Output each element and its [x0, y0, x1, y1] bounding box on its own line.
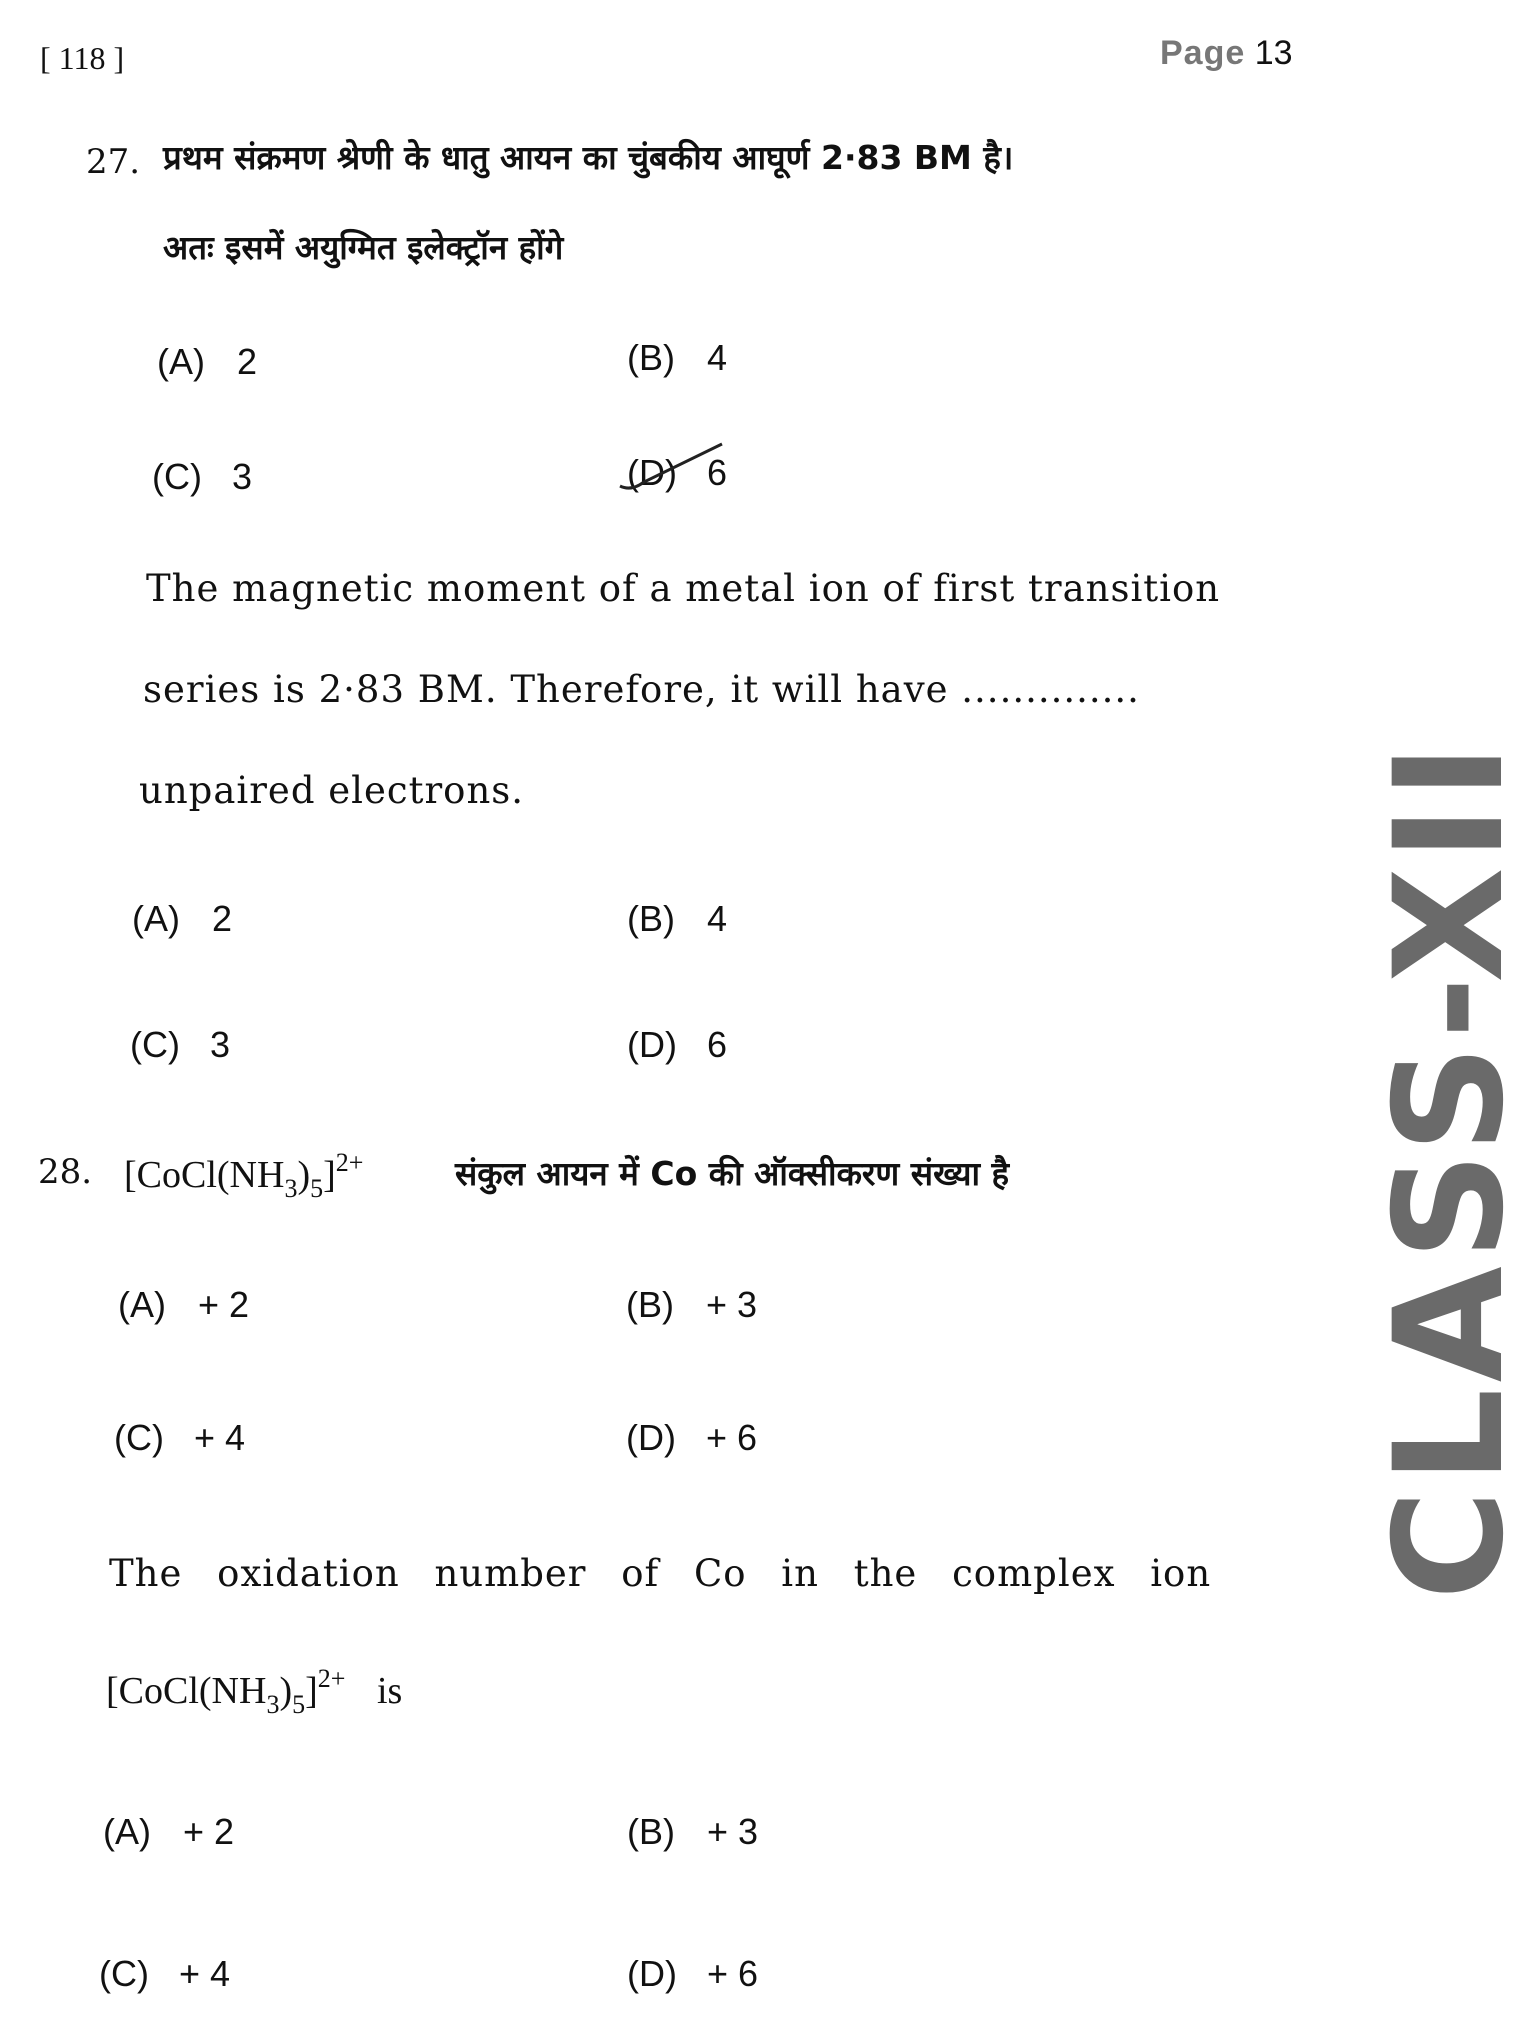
option-value: 2 [212, 898, 233, 939]
option-value: + 6 [706, 1417, 758, 1458]
option-value: 6 [707, 452, 728, 493]
answer-tick-mark [618, 438, 728, 498]
q27-hindi-option-a [157, 341, 257, 383]
page-label-number: 13 [1254, 34, 1293, 72]
option-label: (B) [627, 337, 675, 378]
option-value: 3 [232, 456, 253, 497]
q27-english-option-b [627, 898, 727, 940]
option-value: + 3 [706, 1284, 758, 1325]
class-side-label: CLASS-XII [1363, 737, 1537, 1600]
option-label: (B) [626, 1284, 674, 1325]
option-label: (D) [627, 1024, 677, 1065]
formula-superscript: 2+ [317, 1664, 346, 1693]
q27-english-option-a [132, 898, 232, 940]
option-value: 2 [237, 341, 258, 382]
question-28-english-tail: is [376, 1670, 403, 1712]
formula-subscript: 5 [310, 1174, 324, 1203]
formula-part: ] [323, 1154, 336, 1196]
option-label: (D) [627, 452, 677, 493]
question-28-hindi-text: संकुल आयन में Co की ऑक्सीकरण संख्या है [455, 1154, 1010, 1193]
formula-subscript: 3 [266, 1690, 280, 1719]
option-label: (A) [157, 341, 205, 382]
question-27-english-line3: unpaired electrons. [139, 769, 525, 812]
formula-part: ] [305, 1670, 318, 1712]
q28-english-option-a [103, 1811, 234, 1853]
formula-part: ) [297, 1154, 311, 1196]
option-label: (C) [99, 1953, 149, 1994]
question-28-number: 28. [38, 1152, 93, 1192]
option-value: 3 [210, 1024, 231, 1065]
option-value: + 4 [179, 1953, 231, 1994]
option-label: (A) [118, 1284, 166, 1325]
option-label: (A) [103, 1811, 151, 1852]
q28-hindi-option-d [626, 1417, 757, 1459]
formula-subscript: 3 [284, 1174, 298, 1203]
formula-superscript: 2+ [335, 1148, 364, 1177]
option-label: (D) [627, 1953, 677, 1994]
question-27-english-line1: The magnetic moment of a metal ion of first transition [146, 567, 1221, 610]
formula-part: [CoCl(NH [124, 1154, 285, 1196]
formula-subscript: 5 [292, 1690, 306, 1719]
option-value: + 4 [194, 1417, 246, 1458]
option-label: (C) [114, 1417, 164, 1458]
option-label: (C) [130, 1024, 180, 1065]
q28-hindi-option-c [114, 1417, 245, 1459]
q27-hindi-option-b [627, 337, 727, 379]
q28-hindi-option-b [626, 1284, 757, 1326]
option-value: + 2 [198, 1284, 250, 1325]
q28-hindi-option-a [118, 1284, 249, 1326]
question-27-english-line2: series is 2·83 BM. Therefore, it will have .............. [143, 668, 1140, 711]
page-number: [ 118 ] [40, 40, 125, 76]
page-label-word: Page [1160, 34, 1246, 72]
q28-english-option-b [627, 1811, 758, 1853]
q27-english-option-c [130, 1024, 230, 1066]
option-value: + 2 [183, 1811, 235, 1852]
q27-hindi-option-c [152, 456, 252, 498]
question-27-hindi-line1: प्रथम संक्रमण श्रेणी के धातु आयन का चुंबकीय आघूर्ण 2·83 BM है। [163, 138, 1014, 177]
option-value: 6 [707, 1024, 728, 1065]
option-label: (B) [627, 1811, 675, 1852]
q27-english-option-d [627, 1024, 727, 1066]
question-28-formula-english [106, 1664, 402, 1720]
q28-english-option-d [627, 1953, 758, 1995]
option-value: 4 [707, 337, 728, 378]
option-value: + 3 [707, 1811, 759, 1852]
option-value: + 6 [707, 1953, 759, 1994]
option-label: (B) [627, 898, 675, 939]
question-27-number: 27. [86, 142, 141, 182]
option-label: (A) [132, 898, 180, 939]
question-27-hindi-line2: अतः इसमें अयुग्मित इलेक्ट्रॉन होंगे [163, 228, 564, 267]
question-28-english-line1: The oxidation number of Co in the complex ion [109, 1552, 1212, 1595]
page-label [1160, 34, 1293, 73]
option-label: (C) [152, 456, 202, 497]
formula-part: [CoCl(NH [106, 1670, 267, 1712]
option-label: (D) [626, 1417, 676, 1458]
option-value: 4 [707, 898, 728, 939]
formula-part: ) [279, 1670, 293, 1712]
question-28-formula-hindi [124, 1148, 363, 1204]
q28-english-option-c [99, 1953, 230, 1995]
